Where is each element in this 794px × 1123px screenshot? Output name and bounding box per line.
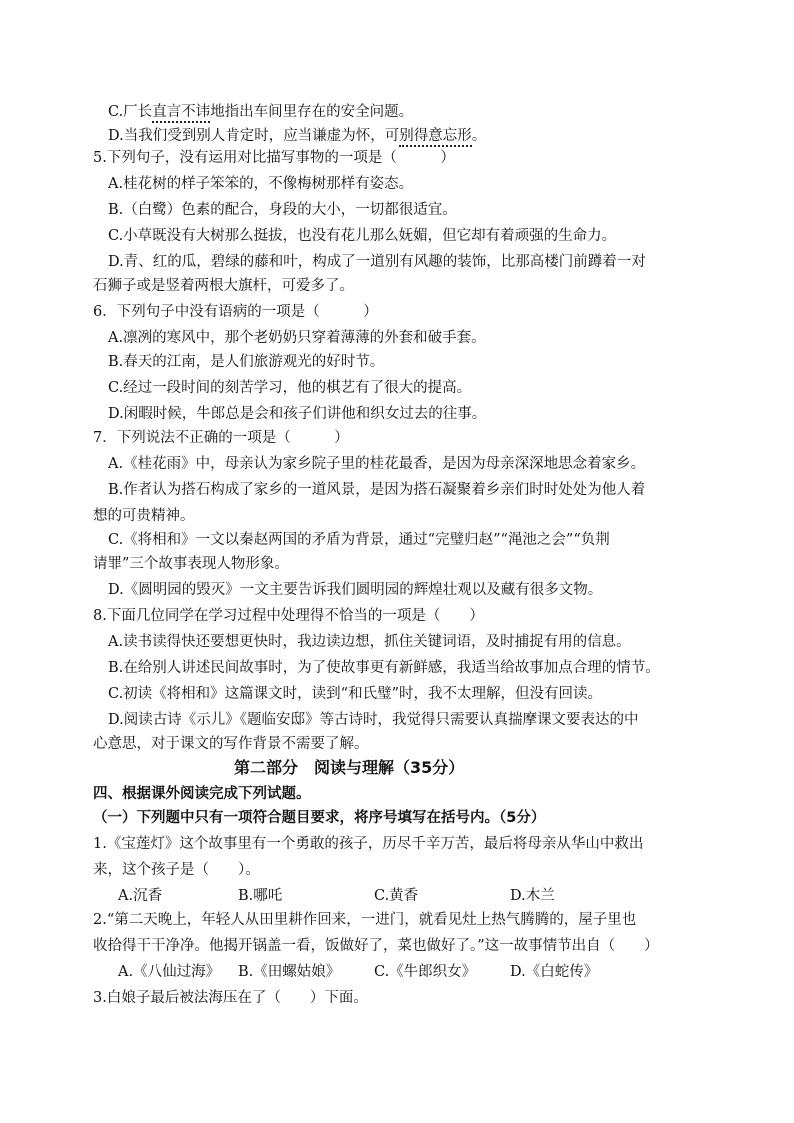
- q6-option-c: C.经过一段时间的刻苦学习，他的棋艺有了很大的提高。: [108, 380, 472, 396]
- q6-option-a: A.凛冽的寒风中，那个老奶奶只穿着薄薄的外套和破手套。: [108, 330, 486, 346]
- reading-q1-option-c: C.黄香: [374, 888, 419, 904]
- reading-q2-option-d: D.《白蛇传》: [510, 964, 599, 980]
- q8-option-a: A.读书读得快还要想更快时，我边读边想，抓住关键词语，及时捕捉有用的信息。: [108, 634, 631, 650]
- reading-q3-stem: 3.白娘子最后被法海压在了（ ）下面。: [93, 990, 368, 1006]
- q7-option-c-cont: 请罪”三个故事表现人物形象。: [93, 556, 289, 572]
- q8-option-d-cont: 心意思，对于课文的写作背景不需要了解。: [93, 736, 369, 752]
- part-two-title: 第二部分 阅读与理解（35分）: [234, 758, 465, 777]
- q7-option-c: C.《将相和》一文以秦赵两国的矛盾为背景，通过“完璧归赵”“渑池之会”“负荆: [108, 532, 610, 548]
- q8-option-b: B.在给别人讲述民间故事时，为了使故事更有新鲜感，我适当给故事加点合理的情节。: [108, 660, 660, 676]
- q4-option-d: [108, 126, 486, 146]
- q7-option-b-cont: 想的可贵精神。: [93, 508, 195, 524]
- reading-q2-stem-cont: 收拾得干干净净。他揭开锅盖一看，饭做好了，菜也做好了。”这一故事情节出自（ ）: [93, 938, 659, 954]
- reading-q2-stem: 2.“第二天晚上，年轻人从田里耕作回来，一进门，就看见灶上热气腾腾的，屋子里也: [93, 912, 637, 928]
- section-four-sub-heading: （一）下列题中只有一项符合题目要求，将序号填写在括号内。（5分）: [93, 810, 546, 826]
- q5-option-d: D.青、红的瓜，碧绿的藤和叶，构成了一道别有风趣的装饰，比那高楼门前蹲着一对: [108, 254, 646, 270]
- q6-stem: 6．下列句子中没有语病的一项是（ ）: [93, 304, 378, 320]
- q8-option-d: D.阅读古诗《示儿》《题临安邸》等古诗时，我觉得只需要认真揣摩课文要表达的中: [108, 712, 639, 728]
- q5-option-d-cont: 石狮子或是竖着两根大旗杆，可爱多了。: [93, 278, 354, 294]
- q8-option-c: C.初读《将相和》这篇课文时，读到“和氏璧”时，我不太理解，但没有回读。: [108, 686, 603, 702]
- q7-option-a: A.《桂花雨》中，母亲认为家乡院子里的桂花最香，是因为母亲深深地思念着家乡。: [108, 456, 646, 472]
- q5-stem: 5.下列句子，没有运用对比描写事物的一项是（ ）: [93, 150, 455, 166]
- reading-q1-stem: 1.《宝莲灯》这个故事里有一个勇敢的孩子，历尽千辛万苦，最后将母亲从华山中救出: [93, 836, 644, 852]
- reading-q2-option-a: A.《八仙过海》: [118, 964, 221, 980]
- reading-q1-option-d: D.木兰: [510, 888, 555, 904]
- reading-q1-stem-cont: 来，这个孩子是（ ）。: [93, 862, 260, 878]
- reading-q1-option-b: B.哪吒: [238, 888, 283, 904]
- q4-option-d-text-b: 。: [471, 128, 487, 144]
- reading-q2-option-c: C.《牛郎织女》: [374, 964, 477, 980]
- q5-option-c: C.小草既没有大树那么挺拔，也没有花儿那么妩媚，但它却有着顽强的生命力。: [108, 228, 617, 244]
- section-four-heading: 四、根据课外阅读完成下列试题。: [93, 786, 311, 802]
- q7-option-d: D.《圆明园的毁灭》一文主要告诉我们圆明园的辉煌壮观以及藏有很多文物。: [108, 582, 603, 598]
- q4-option-c: [108, 102, 413, 122]
- q5-option-a: A.桂花树的样子笨笨的，不像梅树那样有姿态。: [108, 176, 414, 192]
- q4-option-c-text-b: 地指出车间里存在的安全问题。: [210, 104, 414, 120]
- q6-option-b: B.春天的江南，是人们旅游观光的好时节。: [108, 354, 385, 370]
- reading-q2-option-b: B.《田螺姑娘》: [238, 964, 341, 980]
- q4-option-c-text-a: C.厂长: [108, 104, 153, 120]
- q4-option-d-text-a: D.当我们受到别人肯定时，应当谦虚为怀，可: [108, 128, 400, 144]
- q4-option-d-dotted: 别得意忘形: [399, 128, 472, 147]
- reading-q1-option-a: A.沉香: [118, 888, 163, 904]
- q4-option-c-dotted: 直言不讳: [152, 104, 210, 123]
- q7-option-b: B.作者认为搭石构成了家乡的一道风景，是因为搭石凝聚着乡亲们时时处处为他人着: [108, 482, 646, 498]
- q7-stem: 7．下列说法不正确的一项是（ ）: [93, 430, 349, 446]
- q8-stem: 8.下面几位同学在学习过程中处理得不恰当的一项是（ ）: [93, 608, 484, 624]
- q5-option-b: B.（白鹭）色素的配合，身段的大小，一切都很适宜。: [108, 202, 457, 218]
- q6-option-d: D.闲暇时候，牛郎总是会和孩子们讲他和织女过去的往事。: [108, 406, 487, 422]
